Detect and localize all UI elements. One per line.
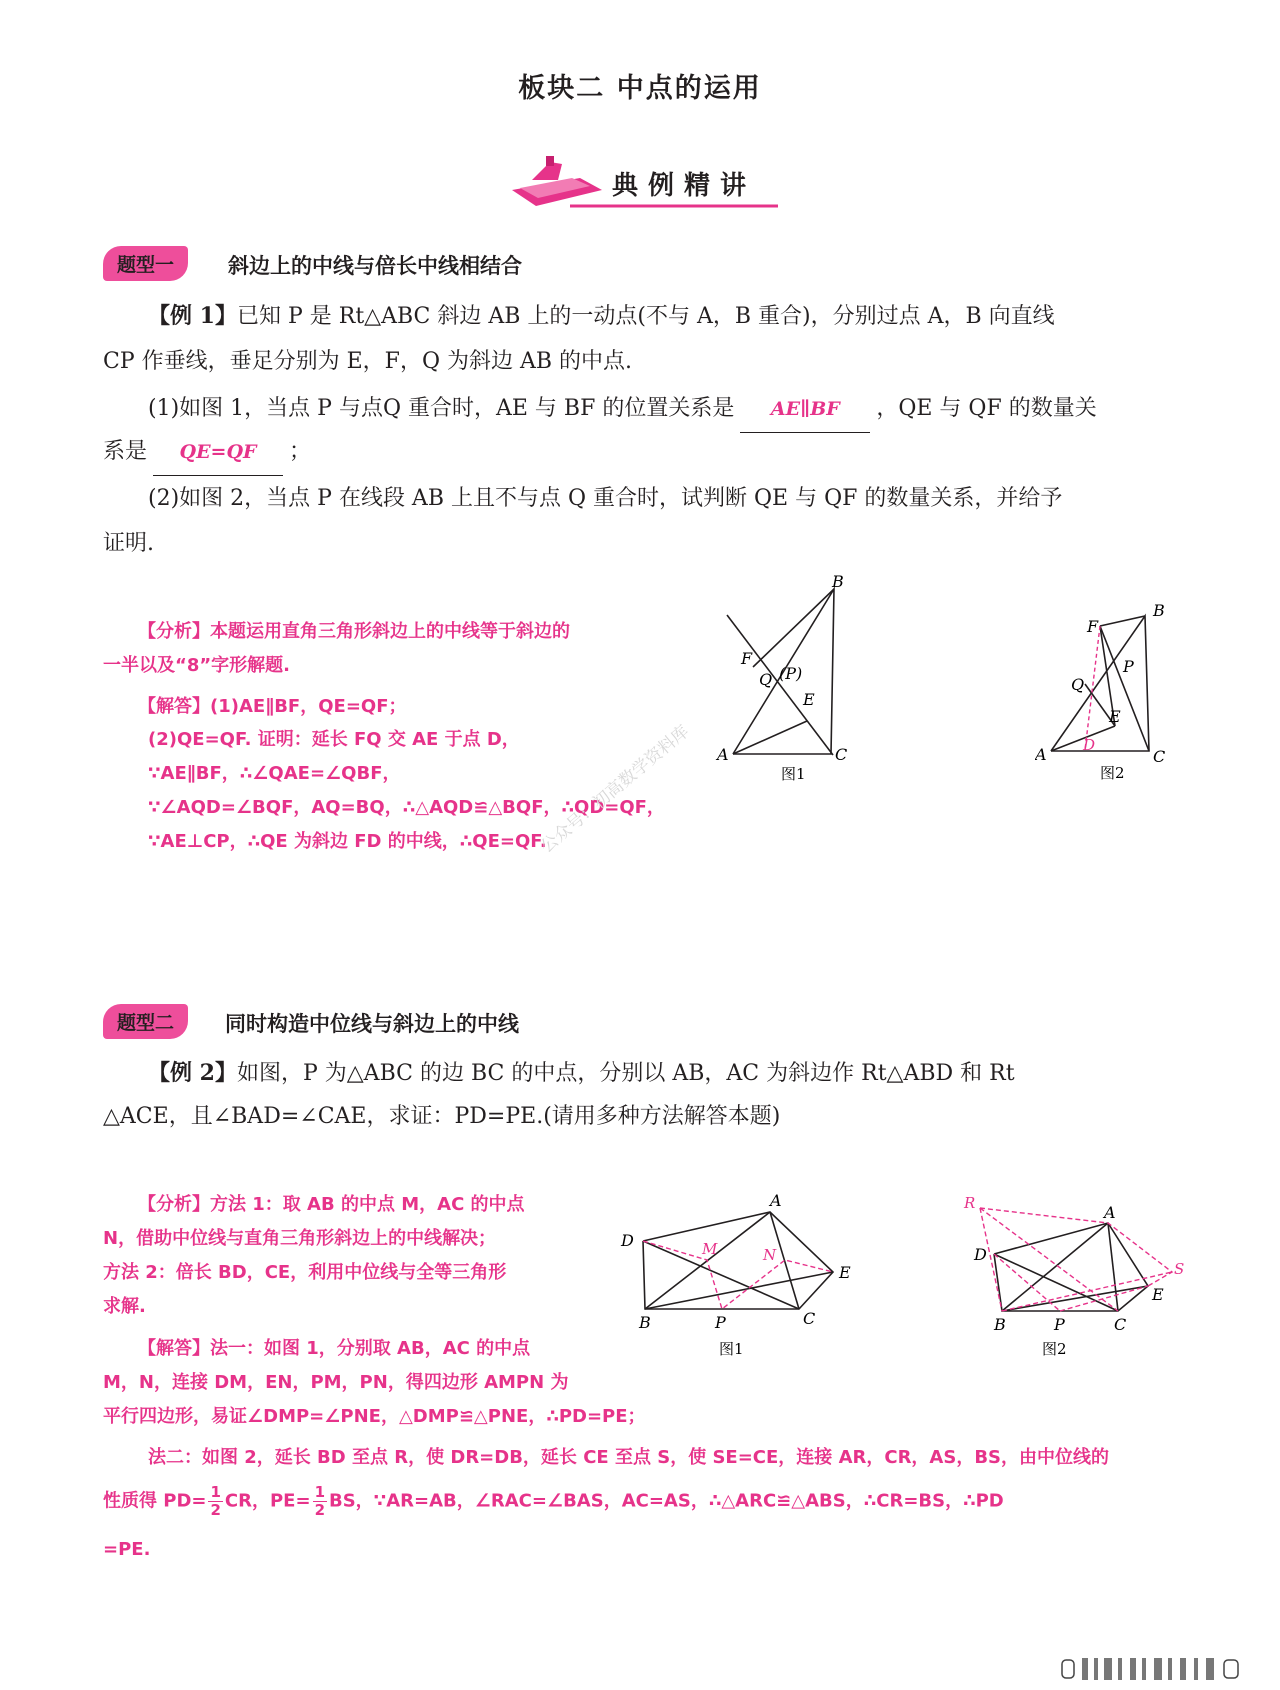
analysis2-line2: N，借助中位线与直角三角形斜边上的中线解决； <box>103 1228 497 1249</box>
solution2-line4: 法二：如图 2，延长 BD 至点 R，使 DR=DB，延长 CE 至点 S，使 SE=CE，连接 AR，CR，AS，BS，由中位线的 <box>148 1447 1110 1468</box>
analysis1-line2: 一半以及“8”字形解题. <box>103 655 291 676</box>
sol5-text-c: BS，∵AR=AB，∠RAC=∠BAS，AC=AS，∴△ARC≌△ABS，∴CR=BS，∴PD <box>329 1490 1004 1512</box>
fig1-label-E: E <box>803 690 815 709</box>
fig3-label-P: P <box>715 1313 726 1332</box>
fig2-label-A: A <box>1035 745 1047 764</box>
fig3-label-N: N <box>763 1246 777 1264</box>
solution1-line3: ∵AE∥BF，∴∠QAE=∠QBF， <box>148 763 401 784</box>
fig1-label-Q: Q <box>759 670 773 689</box>
sol5-text-a: 性质得 PD= <box>103 1490 207 1512</box>
solution1-line2: (2)QE=QF. 证明：延长 FQ 交 AE 于点 D， <box>148 729 520 750</box>
fig4-label-B: B <box>994 1315 1006 1334</box>
page-title: 板块二 中点的运用 <box>518 73 762 104</box>
fraction-denominator: 2 <box>210 1501 221 1519</box>
fig3-caption: 图1 <box>719 1340 744 1358</box>
fig2-label-F: F <box>1087 617 1099 636</box>
fig1-caption: 图1 <box>781 765 806 783</box>
sec1-figure2 <box>1035 600 1175 785</box>
fig1-label-F: F <box>741 649 753 668</box>
type-badge: 题型二 <box>103 1004 188 1039</box>
fig1-label-B: B <box>832 575 844 591</box>
section1-tag <box>103 246 188 281</box>
solution2-line5 <box>103 1484 1004 1519</box>
solution2-line6: =PE. <box>103 1539 151 1560</box>
section1-heading: 斜边上的中线与倍长中线相结合 <box>228 254 522 278</box>
fraction-half <box>313 1484 327 1519</box>
fig4-label-C: C <box>1114 1315 1127 1334</box>
banner-title: 典例精讲 <box>612 171 757 201</box>
example1-line2: CP 作垂线，垂足分别为 E，F，Q 为斜边 AB 的中点. <box>103 349 633 374</box>
solution2-line2: M，N，连接 DM，EN，PM，PN，得四边形 AMPN 为 <box>103 1372 569 1393</box>
fraction-denominator: 2 <box>314 1501 325 1519</box>
fig4-label-D: D <box>974 1245 987 1264</box>
fig2-label-B: B <box>1153 601 1165 620</box>
solution1-line5: ∵AE⊥CP，∴QE 为斜边 FD 的中线，∴QE=QF. <box>148 831 547 852</box>
fig3-label-E: E <box>839 1263 851 1282</box>
example2-line1 <box>148 1050 1015 1097</box>
analysis1-line1: 【分析】本题运用直角三角形斜边上的中线等于斜边的 <box>138 621 570 642</box>
q1-text-d: ； <box>289 439 312 464</box>
analysis2-line1: 【分析】方法 1：取 AB 的中点 M，AC 的中点 <box>138 1194 525 1215</box>
analysis2-line4: 求解. <box>103 1296 146 1317</box>
question2-line1: (2)如图 2，当点 P 在线段 AB 上且不与点 Q 重合时，试判断 QE 与 QF 的数量关系，并给予 <box>148 486 1063 511</box>
fig3-label-D: D <box>621 1231 634 1250</box>
fig2-caption: 图2 <box>1100 764 1125 782</box>
analysis2-line3: 方法 2：倍长 BD，CE，利用中位线与全等三角形 <box>103 1262 507 1283</box>
solution1-line1: 【解答】(1)AE∥BF，QE=QF； <box>138 696 407 717</box>
fig4-caption: 图2 <box>1042 1340 1067 1358</box>
example1-label: 【例 1】 <box>148 303 237 329</box>
type-badge: 题型一 <box>103 246 188 281</box>
watermark: 公众号：初高数学资料库 <box>537 721 694 858</box>
question1-line2 <box>103 429 311 476</box>
fig4-label-S: S <box>1174 1260 1185 1278</box>
sec2-figure2 <box>958 1190 1188 1360</box>
example2-text1: 如图，P 为△ABC 的边 BC 的中点，分别以 AB，AC 为斜边作 Rt△ABD 和 Rt <box>236 1061 1015 1086</box>
section2-tag <box>103 1004 188 1039</box>
question1-line1 <box>148 386 1097 433</box>
sol5-text-b: CR，PE= <box>224 1490 311 1512</box>
corner-logo <box>1060 1656 1260 1682</box>
fig1-label-A: A <box>717 745 729 764</box>
fig3-label-B: B <box>639 1313 651 1332</box>
fig4-label-A: A <box>1104 1203 1116 1222</box>
fraction-numerator: 1 <box>314 1483 325 1501</box>
fraction-half <box>208 1484 222 1519</box>
solution2-line3: 平行四边形，易证∠DMP=∠PNE，△DMP≌△PNE，∴PD=PE； <box>103 1406 646 1427</box>
fig2-label-E: E <box>1109 707 1121 726</box>
fig3-label-M: M <box>702 1240 718 1258</box>
fig4-label-R: R <box>964 1194 976 1212</box>
fig4-label-P: P <box>1054 1315 1065 1334</box>
fraction-numerator: 1 <box>210 1483 221 1501</box>
question2-line2: 证明. <box>103 531 154 556</box>
solution1-line4: ∵∠AQD=∠BQF，AQ=BQ，∴△AQD≌△BQF，∴QD=QF， <box>148 797 665 818</box>
fig2-label-C: C <box>1153 747 1166 766</box>
sec1-figure1 <box>715 575 865 785</box>
fig1-label-C: C <box>835 745 848 764</box>
fig4-label-E: E <box>1152 1285 1164 1304</box>
example2-line2: △ACE，且∠BAD=∠CAE，求证：PD=PE.(请用多种方法解答本题) <box>103 1104 781 1129</box>
section2-heading: 同时构造中位线与斜边上的中线 <box>225 1012 519 1036</box>
sec2-figure1 <box>615 1190 865 1360</box>
fig1-label-P: (P) <box>779 664 803 683</box>
q1-text-c: 系是 <box>103 439 148 464</box>
q1-answer2: QE=QF <box>153 429 283 476</box>
q1-answer1: AE∥BF <box>740 386 870 433</box>
fig3-label-A: A <box>770 1191 782 1210</box>
example2-label: 【例 2】 <box>148 1060 237 1086</box>
q1-text-b: ，QE 与 QF 的数量关 <box>876 396 1097 421</box>
example1-line1 <box>148 293 1055 340</box>
fig2-label-D: D <box>1083 736 1096 754</box>
solution2-line1: 【解答】法一：如图 1，分别取 AB，AC 的中点 <box>138 1338 531 1359</box>
example1-text1: 已知 P 是 Rt△ABC 斜边 AB 上的一动点(不与 A，B 重合)，分别过点 A，B 向直线 <box>236 304 1055 329</box>
q1-text-a: (1)如图 1，当点 P 与点Q 重合时，AE 与 BF 的位置关系是 <box>148 396 735 421</box>
fig2-label-P: P <box>1123 657 1134 676</box>
fig3-label-C: C <box>803 1309 816 1328</box>
fig2-label-Q: Q <box>1071 675 1085 694</box>
